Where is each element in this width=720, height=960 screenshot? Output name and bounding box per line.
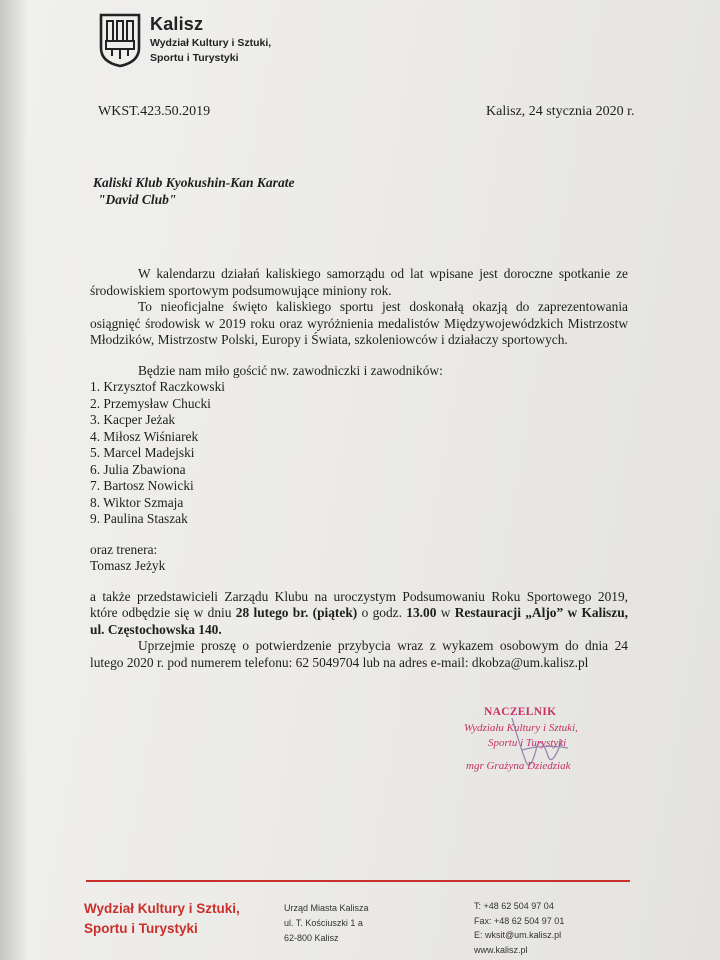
list-item: 2. Przemysław Chucki: [90, 395, 211, 411]
footer-fax: Fax: +48 62 504 97 01: [474, 915, 565, 926]
footer-contact: [474, 899, 564, 957]
footer-website: www.kalisz.pl: [474, 944, 528, 955]
event-place: Restauracji „Aljo” w Kaliszu, ul. Częstochowska 140.: [90, 605, 628, 637]
list-item: 6. Julia Zbawiona: [90, 461, 186, 477]
paragraph-3-mid: o godz.: [357, 605, 407, 620]
list-item: 3. Kacper Jeżak: [90, 412, 176, 427]
paragraph-2: To nieoficjalne święto kaliskiego sportu jest doskonałą okazją do zaprezentowania osiągnięć środowisk w 2019 roku oraz wyróżnienia medalistów Międzywojewódzkich Mistrzostw Młodzików, Mistrzostw Polski, Europy i Świata, szkoleniowców i działaczy sportowych.: [90, 299, 628, 347]
event-time: 13.00: [406, 605, 437, 620]
department-line-1: Wydział Kultury i Sztuki,: [150, 37, 272, 49]
page-shadow: [0, 0, 28, 960]
stamp-line-2: Wydziału Kultury i Sztuki,: [464, 722, 578, 734]
paragraph-3: [90, 589, 628, 639]
footer-department: [84, 899, 240, 939]
department-line-2: Sportu i Turystyki: [150, 52, 239, 64]
athlete-list: [90, 379, 628, 528]
list-item: 5. Marcel Madejski: [90, 445, 195, 460]
stamp-line-3: Sportu i Turystyki: [488, 737, 567, 749]
footer-phone: T: +48 62 504 97 04: [474, 901, 554, 911]
address-line-1: Urząd Miasta Kalisza: [284, 903, 369, 913]
reference-number: WKST.423.50.2019: [98, 104, 211, 119]
stamp-title: NACZELNIK: [484, 706, 557, 718]
coach-label: oraz trenera:: [90, 541, 158, 557]
invite-intro: Będzie nam miło gościć nw. zawodniczki i zawodników:: [138, 362, 443, 378]
list-item: 7. Bartosz Nowicki: [90, 478, 194, 493]
kalisz-coat-of-arms-logo: [98, 12, 142, 68]
letter-body: [90, 266, 628, 671]
city-name: Kalisz: [150, 14, 204, 34]
footer-email: E: wksit@um.kalisz.pl: [474, 930, 562, 940]
signature-stamp: [462, 706, 622, 786]
event-date: 28 lutego br. (piątek): [235, 605, 358, 620]
address-line-2: ul. T. Kościuszki 1 a: [284, 918, 363, 928]
recipient-line-2: "David Club": [98, 192, 177, 207]
paragraph-3-mid-2: w: [436, 605, 455, 620]
stamp-signer: mgr Grażyna Dziedziak: [466, 760, 571, 772]
paragraph-3-start: a także przedstawicieli Zarządu Klubu na uroczystym Podsumowaniu Roku Sportowego 2019, które odbędzie się w dniu: [90, 588, 628, 620]
list-item: 4. Miłosz Wiśniarek: [90, 428, 199, 444]
coach-name: Tomasz Jeżyk: [90, 558, 166, 573]
recipient-line-1: Kaliski Klub Kyokushin-Kan Karate: [93, 175, 295, 190]
list-item: 8. Wiktor Szmaja: [90, 494, 184, 510]
letter-date: Kalisz, 24 stycznia 2020 r.: [486, 104, 635, 119]
address-line-3: 62-800 Kalisz: [284, 933, 339, 943]
recipient: [93, 174, 294, 208]
paragraph-1: W kalendarzu działań kaliskiego samorządu od lat wpisane jest doroczne spotkanie ze środowiskiem sportowym podsumowujące miniony rok.: [90, 266, 628, 298]
header-logo-text: [150, 14, 271, 65]
footer-address: [284, 901, 369, 946]
paragraph-4: Uprzejmie proszę o potwierdzenie przybycia wraz z wykazem osobowym do dnia 24 lutego 2020 r. pod numerem telefonu: 62 5049704 lub na adres e-mail: dkobza@um.kalisz.pl: [90, 638, 628, 670]
footer-divider: [86, 880, 630, 882]
footer-dept-line-2: Sportu i Turystyki: [84, 921, 198, 936]
list-item: 1. Krzysztof Raczkowski: [90, 379, 225, 394]
footer-dept-line-1: Wydział Kultury i Sztuki,: [84, 901, 240, 916]
list-item: 9. Paulina Staszak: [90, 511, 188, 526]
